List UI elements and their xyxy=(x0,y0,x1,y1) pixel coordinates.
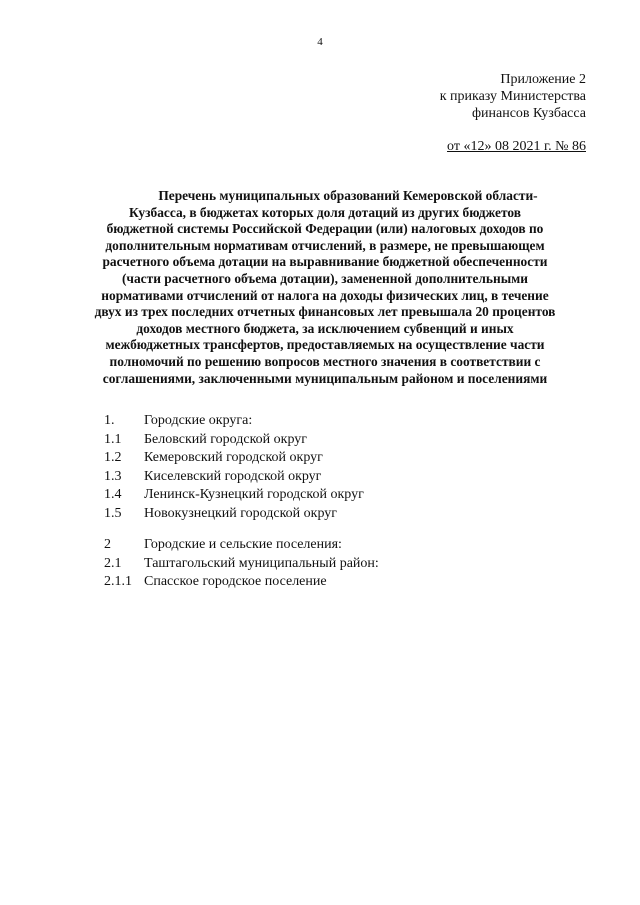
list-item xyxy=(104,573,379,592)
list-item xyxy=(104,486,364,505)
appendix-line: к приказу Министерства xyxy=(439,89,586,104)
title-line: полномочий по решению вопросов местного значения в соответствии с xyxy=(109,353,541,369)
list-item-label: Городские округа: xyxy=(144,413,253,428)
appendix-line: Приложение 2 xyxy=(500,72,586,87)
list-item xyxy=(104,412,364,431)
title-line: соглашениями, заключенными муниципальным районом и поселениями xyxy=(102,370,548,386)
title-line: бюджетной системы Российской Федерации (или) налоговых доходов по xyxy=(106,221,544,237)
list-item-number: 2.1 xyxy=(104,555,122,571)
list-item-number: 1.5 xyxy=(104,505,122,521)
appendix-line: финансов Кузбасса xyxy=(471,106,586,121)
list-item-label: Беловский городской округ xyxy=(144,431,308,447)
title-line: Кузбасса, в бюджетах которых доля дотаций из других бюджетов xyxy=(129,204,521,220)
title-line: расчетного объема дотации на выравнивание бюджетной обеспеченности xyxy=(102,254,548,270)
title-line: нормативами отчислений от налога на доходы физических лиц, в течение xyxy=(101,287,549,303)
title-line: (части расчетного объема дотации), замененной дополнительными xyxy=(121,270,529,286)
title-line: дополнительным нормативам отчислений, в размере, не превышающем xyxy=(105,237,545,253)
list-item xyxy=(104,468,364,487)
list-item-label: Киселевский городской округ xyxy=(144,468,322,484)
page-number: 4 xyxy=(317,36,323,48)
list-item-label: Ленинск-Кузнецкий городской округ xyxy=(144,487,364,503)
list-item-number: 2 xyxy=(104,537,111,552)
list-item xyxy=(104,555,379,574)
title-line: Перечень муниципальных образований Кемеровской области- xyxy=(158,188,538,203)
list-item xyxy=(104,449,364,468)
document-title xyxy=(55,188,595,387)
list-item-label: Спасское городское поселение xyxy=(144,574,327,590)
title-line: двух из трех последних отчетных финансовых лет превышала 20 процентов xyxy=(94,304,556,320)
list-item xyxy=(104,431,364,450)
list-item-label: Кемеровский городской округ xyxy=(144,450,323,466)
list-item-number: 1. xyxy=(104,413,115,428)
order-reference: от «12» 08 2021 г. № 86 xyxy=(447,139,586,154)
list-item xyxy=(104,505,364,524)
appendix-header xyxy=(440,71,586,122)
list-item-label: Городские и сельские поселения: xyxy=(144,537,342,552)
list-item-number: 1.4 xyxy=(104,487,122,503)
list-item-label: Таштагольский муниципальный район: xyxy=(144,555,379,571)
section-settlements xyxy=(104,536,379,592)
list-item-label: Новокузнецкий городской округ xyxy=(144,505,338,521)
title-line: доходов местного бюджета, за исключением субвенций и иных xyxy=(136,320,514,336)
list-item-number: 1.1 xyxy=(104,431,122,447)
list-item xyxy=(104,536,379,555)
section-city-districts xyxy=(104,412,364,524)
list-item-number: 1.2 xyxy=(104,450,122,466)
list-item-number: 1.3 xyxy=(104,468,122,484)
title-line: межбюджетных трансфертов, предоставляемых на осуществление части xyxy=(105,337,545,353)
list-item-number: 2.1.1 xyxy=(104,574,132,590)
